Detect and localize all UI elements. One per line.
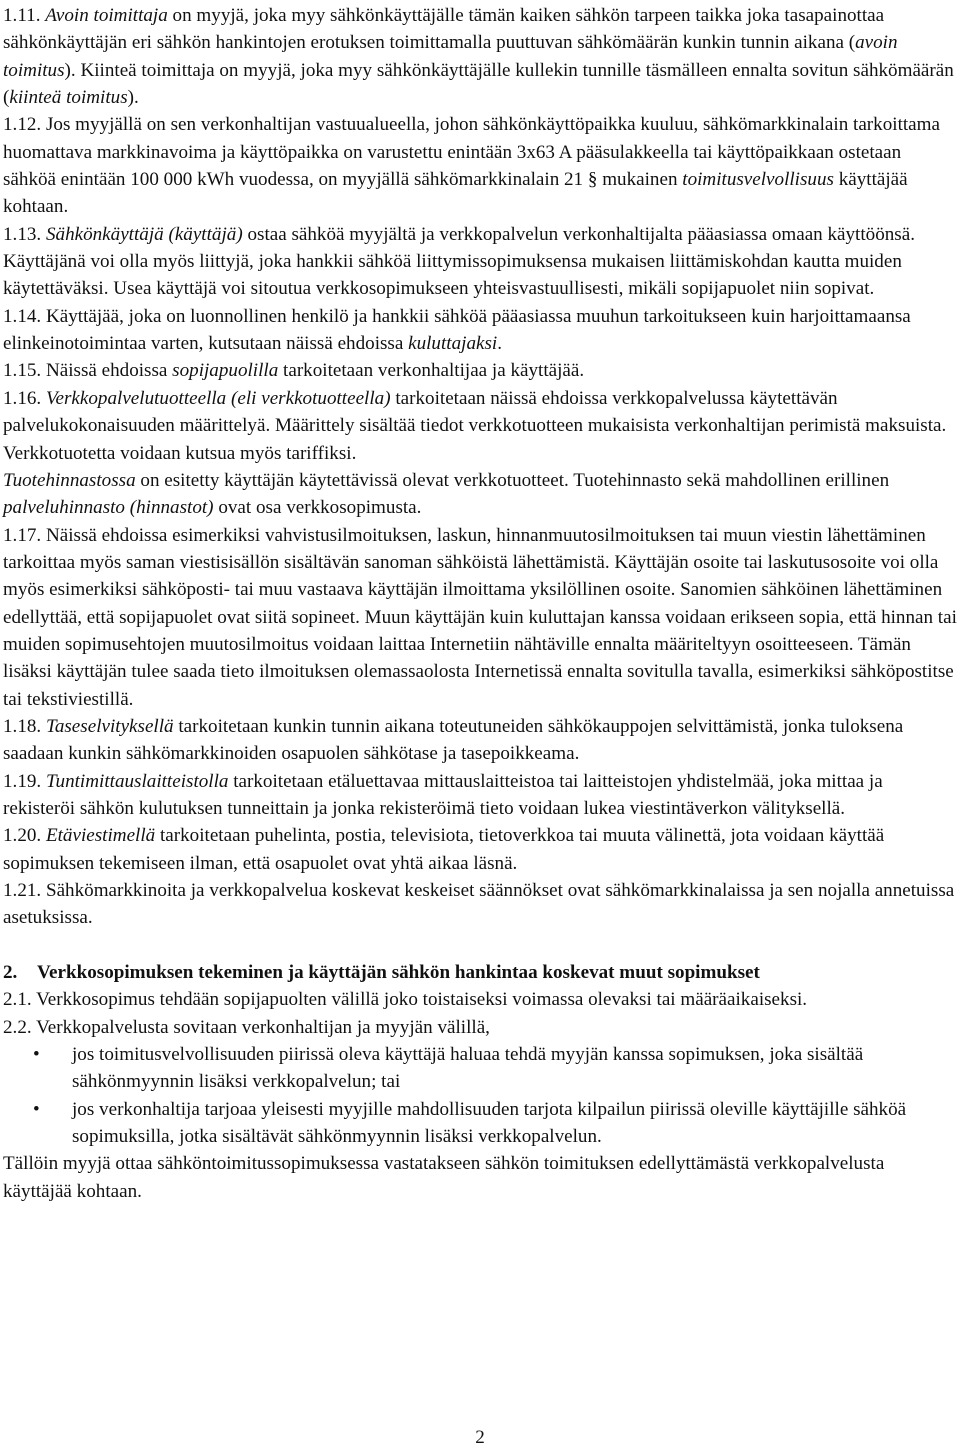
defined-term: avoin toimitus xyxy=(3,32,898,81)
text-run: 1.20. xyxy=(3,825,46,847)
defined-term: palveluhinnasto (hinnastot) xyxy=(3,497,214,519)
defined-term: Tuntimittauslaitteistolla xyxy=(45,770,229,792)
defined-term: toimitusvelvollisuus xyxy=(682,169,834,191)
definition-paragraph xyxy=(3,522,957,713)
text-run: 1.19. xyxy=(3,770,46,792)
text-run: ). Kiinteä toimittaja on myyjä, joka myy sähkönkäyttäjälle kullekin tunnille täsmälleen ennalta sovitun sähkömäärän ( xyxy=(3,59,954,109)
definition-paragraph xyxy=(3,467,957,522)
text-run: tarkoitetaan näissä ehdoissa verkkopalvelussa käytettävän palvelukokonaisuuden määrittelyä. Määrittely sisältää tiedot verkkotuotteen mukaisista verkonhaltijan perimistä maksuista. Verkkotuotetta voidaan kutsua myös tariffiksi. xyxy=(3,387,947,464)
bullet-icon: • xyxy=(33,1044,40,1066)
definition-paragraph xyxy=(3,221,957,303)
definition-paragraph xyxy=(3,357,957,384)
bullet-item xyxy=(3,1096,957,1151)
text-run: tarkoitetaan verkonhaltijaa ja käyttäjää. xyxy=(278,360,585,382)
definition-paragraph xyxy=(3,2,957,111)
defined-term: Etäviestimellä xyxy=(45,825,156,847)
page-number: 2 xyxy=(475,1427,485,1448)
text-run: on esitetty käyttäjän käytettävissä olevat verkkotuotteet. Tuotehinnasto sekä mahdollinen erillinen xyxy=(135,469,890,491)
text-run: 1.18. xyxy=(3,715,46,737)
text-run: ovat osa verkkosopimusta. xyxy=(213,497,422,519)
text-run: 1.13. xyxy=(3,223,46,245)
text-run: 1.12. Jos myyjällä on sen verkonhaltijan vastuualueella, johon sähkönkäyttöpaikka kuuluu, sähkömarkkinalain tarkoittama huomattava markkinavoima ja käyttöpaikka on varustettu enintään 3x63 A pääsulakkeella tai käyttöpaikkaan ostetaan sähköä enintään 100 000 kWh vuodessa, on myyjällä sähkömarkkinalain 21 § mukainen xyxy=(3,114,940,191)
defined-term: Sähkönkäyttäjä (käyttäjä) xyxy=(45,223,243,245)
definition-paragraph xyxy=(3,713,957,768)
text-run: 1.14. Käyttäjää, joka on luonnollinen henkilö ja hankkii sähköä pääasiassa muuhun tarkoitukseen kuin harjoittamaansa elinkeinotoimintaa varten, kutsutaan näissä ehdoissa xyxy=(3,305,911,355)
text-run: . xyxy=(497,333,502,355)
text-run: käyttäjää kohtaan. xyxy=(3,169,908,218)
definition-paragraph xyxy=(3,877,957,932)
defined-term: Taseselvityksellä xyxy=(45,715,174,737)
text-run: 1.15. Näissä ehdoissa xyxy=(3,360,173,382)
definition-paragraph xyxy=(3,822,957,877)
text-run: 1.16. xyxy=(3,387,46,409)
defined-term: Verkkopalvelutuotteella (eli verkkotuotteella) xyxy=(45,387,391,409)
text-run: 1.11. xyxy=(3,5,46,26)
paragraph-2-2: 2.2. Verkkopalvelusta sovitaan verkonhaltijan ja myyjän välillä, xyxy=(3,1016,490,1038)
blank-line xyxy=(3,932,957,959)
paragraph-2-1: 2.1. Verkkosopimus tehdään sopijapuolten välillä joko toistaiseksi voimassa olevaksi tai määräaikaiseksi. xyxy=(3,989,808,1011)
text-run: ). xyxy=(127,87,139,109)
text-run: ostaa sähköä myyjältä ja verkkopalvelun verkonhaltijalta pääasiassa omaan käyttöönsä. Käyttäjänä voi olla myös liittyjä, joka hankkii sähköä liittymissopimuksensa mukaisen liittämiskohdan kautta muiden käytettäväksi. Usea käyttäjä voi sitoutua verkkosopimukseen yhteisvastuullisesti, mikäli sopijapuolet niin sopivat. xyxy=(3,223,915,300)
bullet-icon: • xyxy=(33,1098,40,1120)
defined-term: kuluttajaksi xyxy=(408,333,498,355)
bullet-text: jos verkonhaltija tarjoaa yleisesti myyjille mahdollisuuden tarjota kilpailun piirissä oleville käyttäjille sähköä sopimuksilla, jotka sisältävät sähkönmyynnin lisäksi verkkopalvelun. xyxy=(72,1098,907,1148)
defined-term: Tuotehinnastossa xyxy=(3,469,136,491)
defined-term: sopijapuolilla xyxy=(172,360,279,382)
defined-term: kiinteä toimitus xyxy=(9,87,128,109)
text-run: on myyjä, joka myy sähkönkäyttäjälle tämän kaiken sähkön tarpeen taikka joka tasapainottaa sähkönkäyttäjän eri sähkön hankintojen erotuksen toimittamalla puuttuvan sähkömäärän kunkin tunnin aikana ( xyxy=(3,5,885,54)
defined-term: Avoin toimittaja xyxy=(45,5,168,26)
definition-paragraph xyxy=(3,385,957,467)
definition-paragraph xyxy=(3,768,957,823)
document-page xyxy=(3,2,957,1205)
definition-paragraph xyxy=(3,111,957,220)
text-run: 1.21. Sähkömarkkinoita ja verkkopalvelua koskevat keskeiset säännökset ovat sähkömarkkinalaissa ja sen nojalla annetuissa asetuksissa. xyxy=(3,880,955,929)
bullet-list xyxy=(3,1041,957,1150)
section-2-heading xyxy=(3,959,957,986)
bullet-item xyxy=(3,1041,957,1096)
definitions-section xyxy=(3,2,957,932)
text-run: 1.17. Näissä ehdoissa esimerkiksi vahvistusilmoituksen, laskun, hinnanmuutosilmoituksen tai muun viestin lähettäminen tarkoittaa myös saman viestisisällön sisältävän sanoman sähköistä lähettämistä. Käyttäjän osoite tai laskutusosoite voi olla myös esimerkiksi sähköposti- tai muu vastaava käyttäjän ilmoittama yksilöllinen osoite. Sanomien sähköinen lähettäminen edellyttää, että sopijapuolet ovat siitä sopineet. Muun käyttäjän kuin kuluttajan kanssa voidaan erikseen sopia, että hinnan tai muiden sopimusehtojen muutosilmoitus voidaan laittaa Internetiin nähtäville ennalta määriteltyyn osoitteeseen. Tämän lisäksi käyttäjän tulee saada tieto ilmoituksen olemassaolosta Internetissä ennalta sovitulla tavalla, esimerkiksi sähköpostitse tai tekstiviestillä. xyxy=(3,524,957,710)
section-title: Verkkosopimuksen tekeminen ja käyttäjän sähkön hankintaa koskevat muut sopimukset xyxy=(37,962,760,984)
bullet-text: jos toimitusvelvollisuuden piirissä oleva käyttäjä haluaa tehdä myyjän kanssa sopimuksen, joka sisältää sähkönmyynnin lisäksi verkkopalvelun; tai xyxy=(72,1044,864,1093)
definition-paragraph xyxy=(3,303,957,358)
paragraph-closing: Tällöin myyjä ottaa sähköntoimitussopimuksessa vastatakseen sähkön toimituksen edellyttämästä verkkopalvelusta käyttäjää kohtaan. xyxy=(3,1153,885,1202)
text-run: tarkoitetaan kunkin tunnin aikana toteutuneiden sähkökauppojen selvittämistä, jonka tuloksena saadaan kunkin sähkömarkkinoiden osapuolen sähkötase ja tasepoikkeama. xyxy=(3,715,904,765)
text-run: tarkoitetaan puhelinta, postia, televisiota, tietoverkkoa tai muuta välinettä, jota voidaan käyttää sopimuksen tekemiseen ilman, että osapuolet ovat yhtä aikaa läsnä. xyxy=(3,825,885,874)
text-run: tarkoitetaan etäluettavaa mittauslaitteistoa tai laitteistojen yhdistelmää, joka mittaa ja rekisteröi sähkön kulutuksen tunneittain ja jonka rekisteröimä tieto voidaan lukea viestintäverkon välityksellä. xyxy=(3,770,883,819)
section-number: 2. xyxy=(3,962,18,984)
